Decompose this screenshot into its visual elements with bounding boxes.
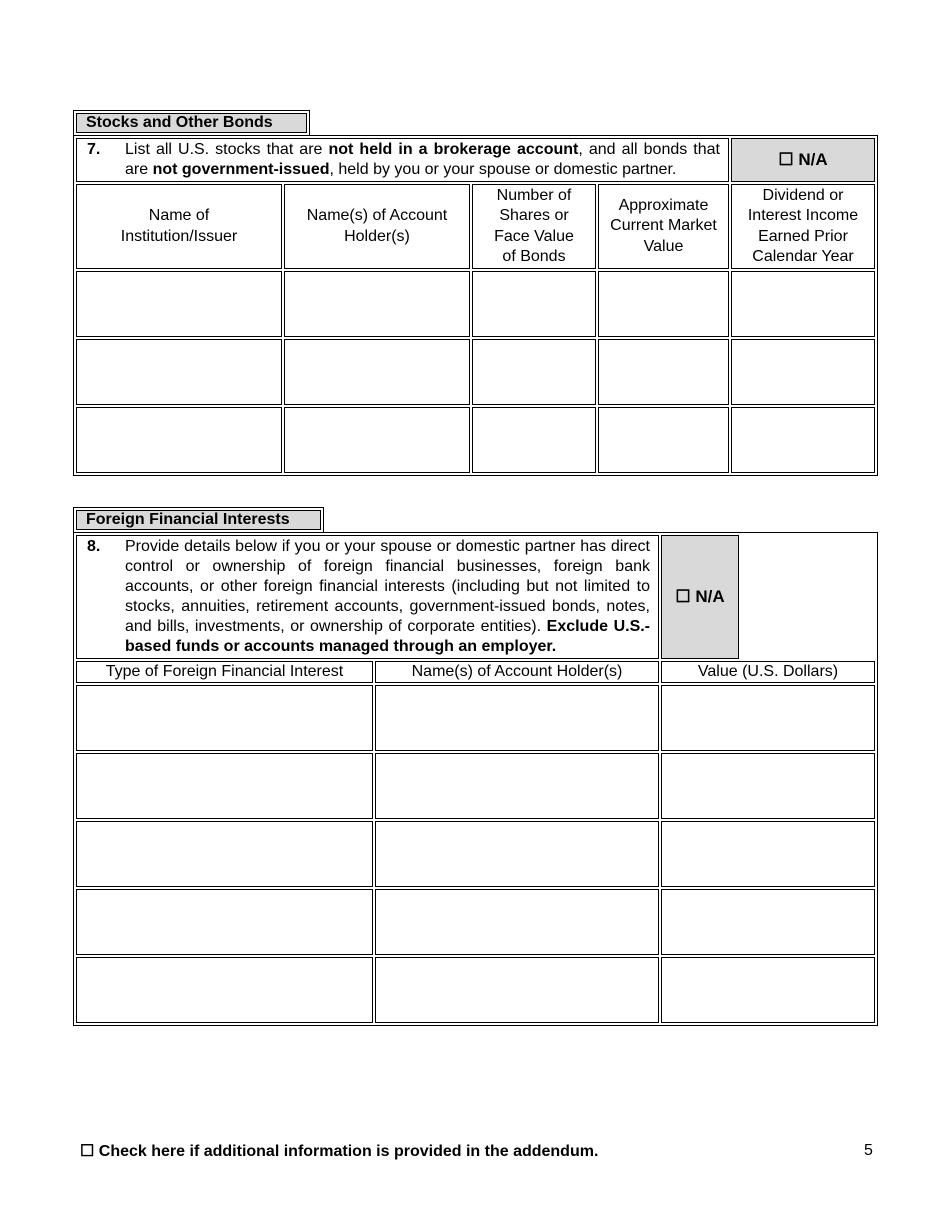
table-cell-input[interactable]	[76, 407, 282, 473]
table-cell-input[interactable]	[76, 339, 282, 405]
table-cell-input[interactable]	[731, 339, 875, 405]
col-header-foreign-value: Value (U.S. Dollars)	[661, 661, 875, 683]
table-cell-input[interactable]	[76, 271, 282, 337]
table-cell-input[interactable]	[375, 821, 659, 887]
table-cell-input[interactable]	[375, 889, 659, 955]
section-8-tab	[73, 507, 324, 533]
col-header-foreign-type: Type of Foreign Financial Interest	[76, 661, 373, 683]
col-header-institution: Name of Institution/Issuer	[76, 184, 282, 269]
table-cell-input[interactable]	[661, 957, 875, 1023]
table-cell-input[interactable]	[661, 753, 875, 819]
table-cell-input[interactable]	[472, 407, 596, 473]
table-cell-input[interactable]	[76, 889, 373, 955]
question-8-instructions	[76, 535, 659, 659]
table-cell-input[interactable]	[76, 957, 373, 1023]
table-cell-input[interactable]	[284, 339, 470, 405]
col-header-shares: Number of Shares or Face Value of Bonds	[472, 184, 596, 269]
table-cell-input[interactable]	[76, 685, 373, 751]
table-cell-input[interactable]	[472, 339, 596, 405]
table-cell-input[interactable]	[731, 271, 875, 337]
col-header-dividend: Dividend or Interest Income Earned Prior Calendar Year	[731, 184, 875, 269]
table-cell-input[interactable]	[76, 821, 373, 887]
table-cell-input[interactable]	[661, 821, 875, 887]
table-cell-input[interactable]	[375, 685, 659, 751]
col-header-account-holders: Name(s) of Account Holder(s)	[284, 184, 470, 269]
table-cell-input[interactable]	[284, 271, 470, 337]
table-cell-input[interactable]	[472, 271, 596, 337]
question-7-number: 7.	[87, 141, 101, 158]
question-7-text: List all U.S. stocks that are not held in a brokerage account, and all bonds that are not government-issued, held by you or your spouse or domestic partner.	[125, 141, 720, 178]
question-7-instructions	[76, 138, 729, 182]
col-header-foreign-holders: Name(s) of Account Holder(s)	[375, 661, 659, 683]
table-cell-input[interactable]	[598, 339, 729, 405]
question-8-number: 8.	[87, 538, 101, 555]
page-number: 5	[864, 1142, 873, 1159]
section-7-title: Stocks and Other Bonds	[76, 113, 307, 133]
table-cell-input[interactable]	[76, 753, 373, 819]
table-cell-input[interactable]	[731, 407, 875, 473]
addendum-checkbox[interactable]: ☐ Check here if additional information is provided in the addendum.	[80, 1143, 599, 1160]
section-7-tab	[73, 110, 310, 136]
section-8-na-checkbox[interactable]	[661, 535, 875, 659]
na-spacer	[738, 535, 875, 659]
stocks-bonds-table	[73, 135, 878, 476]
table-cell-input[interactable]	[375, 957, 659, 1023]
table-cell-input[interactable]	[284, 407, 470, 473]
table-cell-input[interactable]	[661, 685, 875, 751]
section-8-na-label: ☐ N/A	[662, 536, 738, 658]
section-7-na-checkbox[interactable]: ☐ N/A	[731, 138, 875, 182]
col-header-market-value: Approximate Current Market Value	[598, 184, 729, 269]
question-8-text: Provide details below if you or your spouse or domestic partner has direct control or ownership of foreign financial businesses, foreign bank accounts, or other foreign financial interests (including but not limited to stocks, annuities, retirement accounts, government-issued bonds, notes, and bills, investments, or ownership of corporate entities). Exclude U.S.-based funds or accounts managed through an employer.	[125, 538, 651, 655]
section-8-title: Foreign Financial Interests	[76, 510, 321, 530]
table-cell-input[interactable]	[598, 271, 729, 337]
table-cell-input[interactable]	[598, 407, 729, 473]
table-cell-input[interactable]	[661, 889, 875, 955]
table-cell-input[interactable]	[375, 753, 659, 819]
foreign-interests-table	[73, 532, 878, 1026]
